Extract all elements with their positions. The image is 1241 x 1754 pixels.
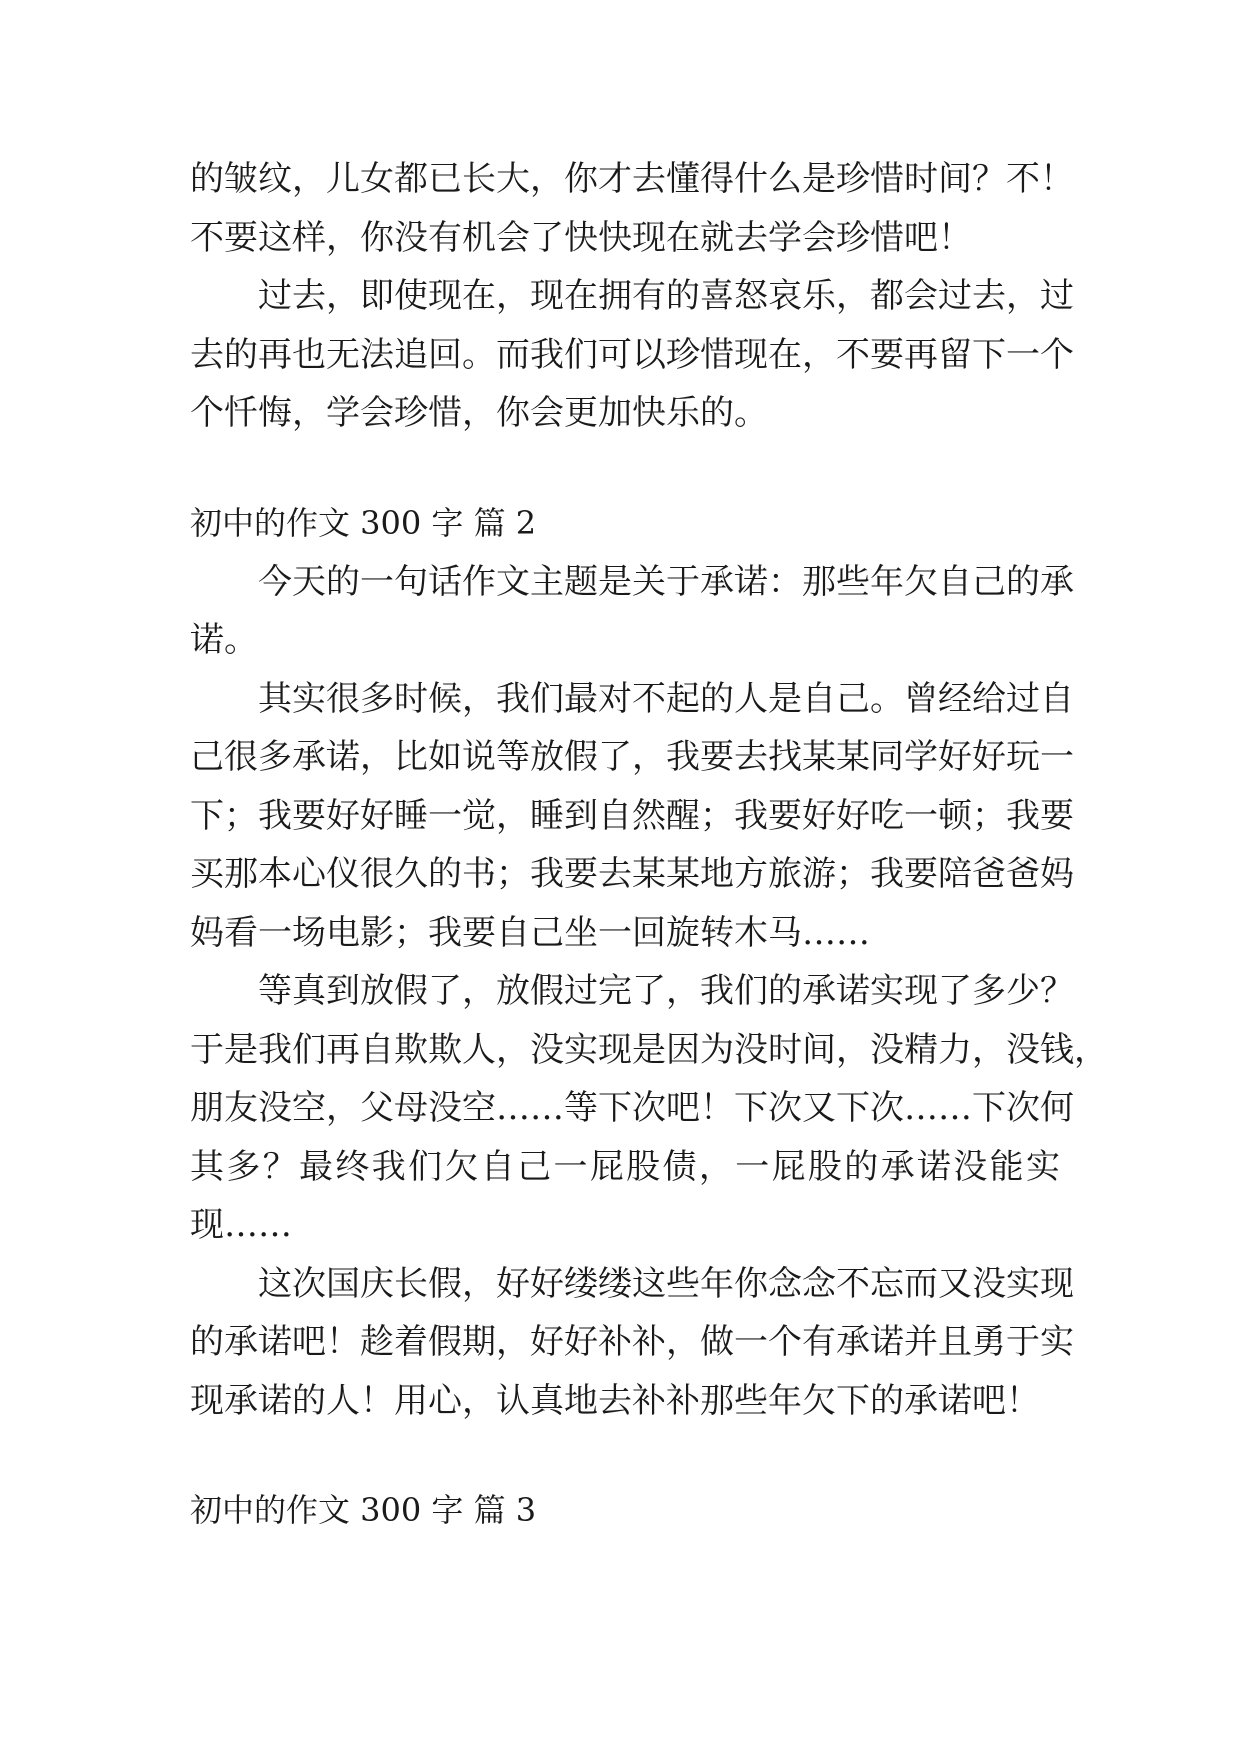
paragraph-line: 的皱纹，儿女都已长大，你才去懂得什么是珍惜时间？不！	[190, 159, 1074, 199]
essay-section-1-ending	[190, 150, 1074, 443]
paragraph-line: 于是我们再自欺欺人，没实现是因为没时间，没精力，没钱，	[190, 1029, 1108, 1070]
section-spacer	[190, 443, 1060, 493]
paragraph-line: 诺。	[190, 620, 258, 660]
paragraph-line: 个忏悔，学会珍惜，你会更加快乐的。	[190, 393, 768, 433]
paragraph-line: 不要这样，你没有机会了快快现在就去学会珍惜吧！	[190, 217, 972, 258]
paragraph-line: 买那本心仪很久的书；我要去某某地方旅游；我要陪爸爸妈	[190, 854, 1074, 894]
paragraph-line: 朋友没空，父母没空……等下次吧！下次又下次……下次何	[190, 1088, 1074, 1128]
paragraph-line: 下；我要好好睡一觉，睡到自然醒；我要好好吃一顿；我要	[190, 795, 1074, 836]
paragraph-line: 去的再也无法追回。而我们可以珍惜现在，不要再留下一个	[190, 334, 1074, 375]
paragraph-line: 其实很多时候，我们最对不起的人是自己。曾经给过自	[258, 678, 1074, 719]
section-spacer	[190, 1430, 1060, 1480]
document-body	[190, 150, 1108, 1540]
paragraph-line: 己很多承诺，比如说等放假了，我要去找某某同学好好玩一	[190, 737, 1074, 777]
paragraph-line: 这次国庆长假，好好缕缕这些年你念念不忘而又没实现	[258, 1263, 1074, 1304]
paragraph-line: 现承诺的人！用心，认真地去补补那些年欠下的承诺吧！	[190, 1380, 1040, 1421]
section-heading-3: 初中的作文 300 字 篇 3	[190, 1491, 537, 1529]
paragraph-line: 的承诺吧！趁着假期，好好补补，做一个有承诺并且勇于实	[190, 1322, 1074, 1362]
section-heading-2: 初中的作文 300 字 篇 2	[190, 503, 537, 542]
paragraph-line: 现……	[190, 1205, 292, 1245]
paragraph-line: 其多？最终我们欠自己一屁股债，一屁股的承诺没能实	[190, 1146, 1060, 1187]
paragraph-line: 过去，即使现在，现在拥有的喜怒哀乐，都会过去，过	[258, 276, 1074, 316]
paragraph-line: 妈看一场电影；我要自己坐一回旋转木马……	[190, 912, 870, 953]
paragraph-line: 今天的一句话作文主题是关于承诺：那些年欠自己的承	[258, 561, 1074, 602]
essay-section-2	[190, 553, 1108, 1431]
paragraph-line: 等真到放假了，放假过完了，我们的承诺实现了多少？	[258, 971, 1074, 1011]
